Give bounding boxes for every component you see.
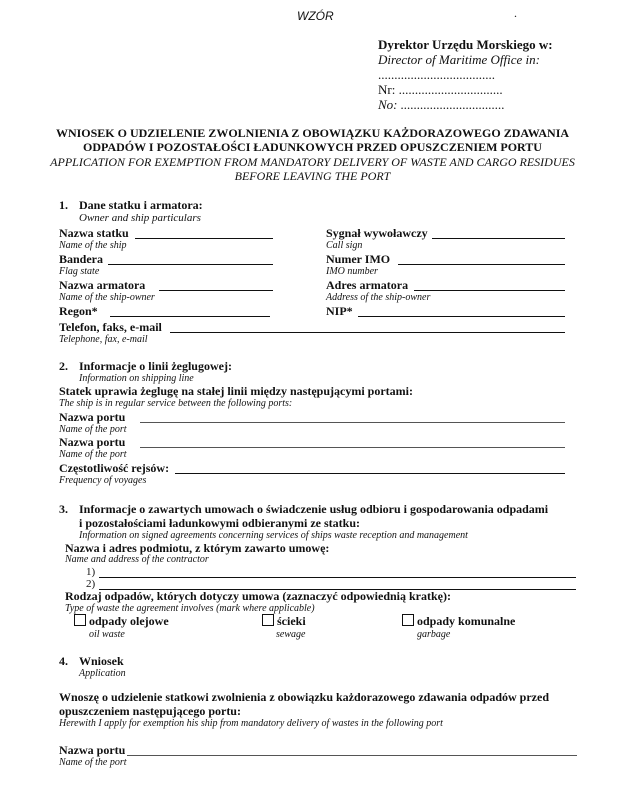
imo-label: Numer IMO (326, 252, 391, 266)
nr-label: Nr: (378, 82, 396, 97)
sewage-en: sewage (276, 629, 306, 640)
owner-address-label: Adres armatora (326, 278, 409, 292)
director-heading-en: Director of Maritime Office in: (378, 52, 540, 67)
request-line1: Wnoszę o udzielenie statkowi zwolnienia z obowiązku każdorazowego zdawania odpadów przed (59, 690, 550, 704)
nip-field[interactable] (358, 316, 565, 317)
port1-label: Nazwa portu (59, 410, 126, 424)
option-oil[interactable] (74, 614, 169, 629)
port2-en: Name of the port (59, 449, 127, 460)
section2-number: 2. (59, 359, 68, 373)
garbage-en: garbage (417, 629, 451, 640)
final-port-label: Nazwa portu (59, 743, 126, 757)
imo-en: IMO number (326, 266, 378, 277)
ship-name-field[interactable] (135, 238, 273, 239)
section1-heading: Dane statku i armatora: (79, 198, 203, 212)
section3-heading-en: Information on signed agreements concerning services of ships waste reception and management (79, 530, 468, 541)
section1-number: 1. (59, 198, 68, 212)
sewage-label: ścieki (277, 614, 306, 628)
nr-field[interactable] (378, 82, 503, 98)
flag-label: Bandera (59, 252, 104, 266)
flag-en: Flag state (59, 266, 100, 277)
garbage-checkbox[interactable] (402, 614, 414, 626)
wzor-label: WZÓR (297, 9, 334, 23)
call-sign-en: Call sign (326, 240, 363, 251)
section4-heading-en: Application (79, 668, 126, 679)
option-garbage[interactable] (402, 614, 515, 629)
no-label: No: (378, 97, 398, 112)
no-dots: ................................ (400, 97, 505, 112)
port2-field[interactable] (140, 447, 565, 448)
section1-heading-en: Owner and ship particulars (79, 212, 201, 224)
final-port-en: Name of the port (59, 757, 127, 768)
waste-type-label: Rodzaj odpadów, których dotyczy umowa (zaznaczyć odpowiednią kratkę): (65, 589, 451, 603)
port2-label: Nazwa portu (59, 435, 126, 449)
call-sign-label: Sygnał wywoławczy (326, 226, 428, 240)
oil-checkbox[interactable] (74, 614, 86, 626)
section3-heading-line2: i pozostałościami ładunkowymi odbieranymi ze statku: (79, 516, 361, 530)
call-sign-field[interactable] (432, 238, 565, 239)
line-service-en: The ship is in regular service between the following ports: (59, 398, 293, 409)
regon-field[interactable] (110, 316, 270, 317)
corner-dot: . (514, 6, 517, 20)
nip-label: NIP* (326, 304, 353, 318)
line-service-label: Statek uprawia żeglugę na stałej linii między następującymi portami: (59, 384, 413, 398)
frequency-field[interactable] (175, 473, 565, 474)
frequency-en: Frequency of voyages (59, 475, 147, 486)
section3-heading-line1: Informacje o zawartych umowach o świadczenie usług odbioru i gospodarowania odpadami (79, 502, 549, 516)
oil-label: odpady olejowe (89, 614, 169, 628)
option-sewage[interactable] (262, 614, 306, 629)
nr-dots: ................................ (398, 82, 503, 97)
flag-field[interactable] (108, 264, 273, 265)
section2-heading: Informacje o linii żeglugowej: (79, 359, 232, 373)
request-line2: opuszczeniem następującego portu: (59, 704, 241, 718)
garbage-label: odpady komunalne (417, 614, 516, 628)
phone-label: Telefon, faks, e-mail (59, 320, 162, 334)
contractor1-field[interactable] (99, 577, 576, 578)
phone-en: Telephone, fax, e-mail (59, 334, 148, 345)
director-heading: Dyrektor Urzędu Morskiego w: (378, 37, 553, 52)
phone-field[interactable] (170, 332, 565, 333)
title-en-line2: BEFORE LEAVING THE PORT (234, 169, 391, 183)
title-pl-line2: ODPADÓW I POZOSTAŁOŚCI ŁADUNKOWYCH PRZED OPUSZCZENIEM PORTU (83, 140, 542, 154)
owner-name-en: Name of the ship-owner (59, 292, 155, 303)
contractor-item1: 1) (86, 566, 96, 578)
no-field[interactable] (378, 97, 505, 113)
section4-heading: Wniosek (79, 654, 124, 668)
oil-en: oil waste (89, 629, 125, 640)
ship-name-label: Nazwa statku (59, 226, 129, 240)
section4-number: 4. (59, 654, 68, 668)
owner-address-field[interactable] (414, 290, 565, 291)
owner-address-en: Address of the ship-owner (326, 292, 431, 303)
owner-name-label: Nazwa armatora (59, 278, 146, 292)
final-port-field[interactable] (127, 755, 577, 756)
owner-name-field[interactable] (159, 290, 273, 291)
frequency-label: Częstotliwość rejsów: (59, 461, 170, 475)
title-pl-line1: WNIOSEK O UDZIELENIE ZWOLNIENIA Z OBOWIĄZKU KAŻDORAZOWEGO ZDAWANIA (55, 126, 570, 140)
port1-en: Name of the port (59, 424, 127, 435)
office-dots[interactable]: .................................... (378, 67, 495, 82)
port1-field[interactable] (140, 422, 565, 423)
section2-heading-en: Information on shipping line (79, 373, 194, 384)
ship-name-en: Name of the ship (59, 240, 127, 251)
request-en: Herewith I apply for exemption his ship from mandatory delivery of wastes in the following port (59, 718, 443, 729)
contractor-item2: 2) (86, 578, 96, 590)
contractor-label: Nazwa i adres podmiotu, z którym zawarto umowę: (65, 541, 330, 555)
contractor-en: Name and address of the contractor (65, 554, 209, 565)
imo-field[interactable] (398, 264, 565, 265)
title-en-line1: APPLICATION FOR EXEMPTION FROM MANDATORY DELIVERY OF WASTE AND CARGO RESIDUES (50, 155, 575, 169)
waste-type-en: Type of waste the agreement involves (mark where applicable) (65, 603, 315, 614)
sewage-checkbox[interactable] (262, 614, 274, 626)
section3-number: 3. (59, 502, 68, 516)
regon-label: Regon* (59, 304, 98, 318)
